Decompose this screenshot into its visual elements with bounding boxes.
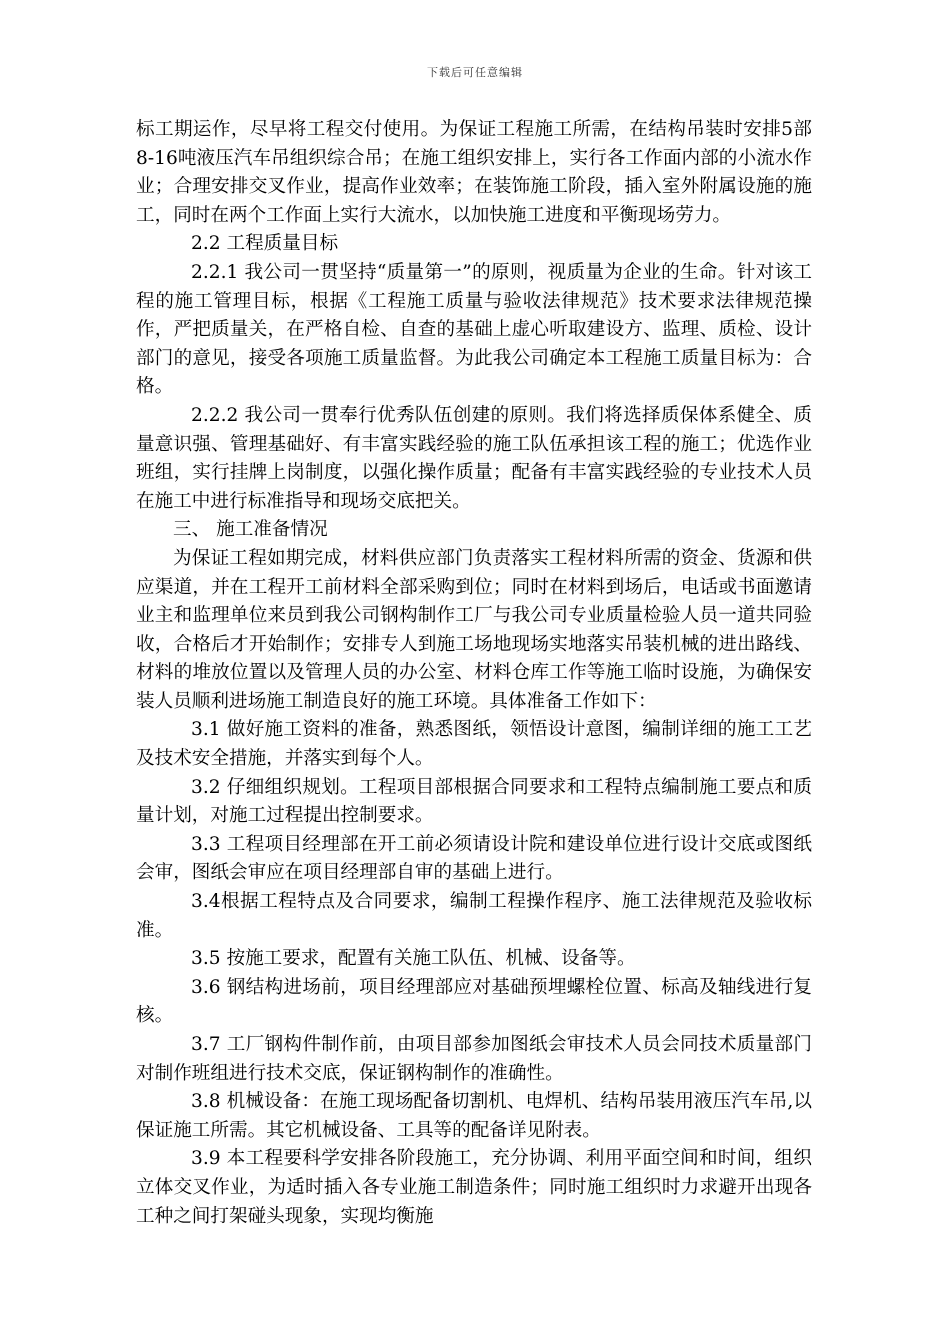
paragraph-3-2: 3.2 仔细组织规划。工程项目部根据合同要求和工程特点编制施工要点和质量计划，对施工过程提出控制要求。: [136, 776, 812, 827]
paragraph-3-4: 3.4根据工程特点及合同要求，编制工程操作程序、施工法律规范及验收标准。: [136, 891, 812, 941]
paragraph-2-2-1: 2.2.1 我公司一贯坚持“质量第一”的原则，视质量为企业的生命。针对该工程的施工管理目标，根据《工程施工质量与验收法律规范》技术要求法律规范操作，严把质量关，在严格自检、自查的基础上虚心听取建设方、监理、质检、设计部门的意见，接受各项施工质量监督。为此我公司确定本工程施工质量目标为：合格。: [136, 261, 812, 398]
paragraph-3-3: 3.3 工程项目经理部在开工前必须请设计院和建设单位进行设计交底或图纸会审，图纸会审应在项目经理部自审的基础上进行。: [136, 833, 812, 884]
paragraph-3-8: 3.8 机械设备：在施工现场配备切割机、电焊机、结构吊装用液压汽车吊,以保证施工所需。其它机械设备、工具等的配备详见附表。: [136, 1091, 812, 1141]
paragraph-3-5: 3.5 按施工要求，配置有关施工队伍、机械、设备等。: [191, 948, 636, 970]
paragraph-continuation: 标工期运作，尽早将工程交付使用。为保证工程施工所需，在结构吊装时安排5部8-16吨液压汽车吊组织综合吊；在施工组织安排上，实行各工作面内部的小流水作业；合理安排交叉作业，提高作业效率；在装饰施工阶段，插入室外附属设施的施工，同时在两个工作面上实行大流水，以加快施工进度和平衡现场劳力。: [136, 119, 812, 226]
paragraph-2-2-2: 2.2.2 我公司一贯奉行优秀队伍创建的原则。我们将选择质保体系健全、质量意识强、管理基础好、有丰富实践经验的施工队伍承担该工程的施工；优选作业班组，实行挂牌上岗制度，以强化操作质量；配备有丰富实践经验的专业技术人员在施工中进行标准指导和现场交底把关。: [136, 404, 812, 512]
document-body: [136, 116, 812, 1231]
page-header: 下载后可任意编辑: [427, 66, 523, 79]
paragraph-3-6: 3.6 钢结构进场前，项目经理部应对基础预埋螺栓位置、标高及轴线进行复核。: [136, 976, 812, 1027]
paragraph-3-intro: 为保证工程如期完成，材料供应部门负责落实工程材料所需的资金、货源和供应渠道，并在工程开工前材料全部采购到位；同时在材料到场后，电话或书面邀请业主和监理单位来员到我公司钢构制作工厂与我公司专业质量检验人员一道共同验收，合格后才开始制作；安排专人到施工场地现场实地落实吊装机械的进出路线、材料的堆放位置以及管理人员的办公室、材料仓库工作等施工临时设施，为确保安装人员顺利进场施工制造良好的施工环境。具体准备工作如下：: [136, 547, 812, 712]
section-heading-3: 三、 施工准备情况: [173, 519, 328, 541]
paragraph-3-1: 3.1 做好施工资料的准备，熟悉图纸，领悟设计意图，编制详细的施工工艺及技术安全措施，并落实到每个人。: [136, 719, 812, 770]
paragraph-3-9: 3.9 本工程要科学安排各阶段施工，充分协调、利用平面空间和时间，组织立体交叉作业，为适时插入各专业施工制造条件；同时施工组织时力求避开出现各工种之间打架碰头现象，实现均衡施: [136, 1148, 812, 1227]
paragraph-3-7: 3.7 工厂钢构件制作前，由项目部参加图纸会审技术人员会同技术质量部门对制作班组进行技术交底，保证钢构制作的准确性。: [136, 1034, 812, 1084]
section-heading-2-2: 2.2 工程质量目标: [191, 233, 339, 255]
